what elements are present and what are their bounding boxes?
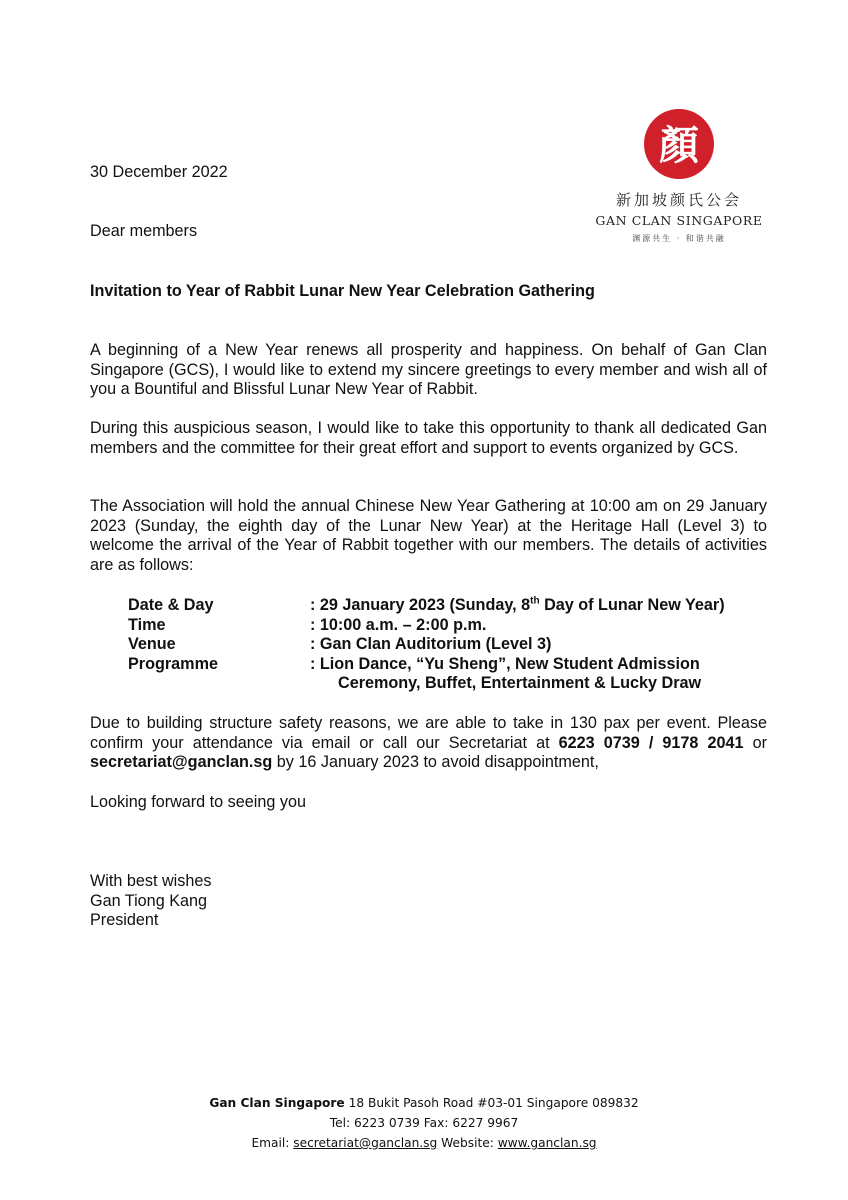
footer-org: Gan Clan Singapore bbox=[209, 1096, 345, 1110]
detail-row-time bbox=[128, 616, 778, 636]
detail-value-venue: : Gan Clan Auditorium (Level 3) bbox=[310, 635, 552, 654]
letter-date: 30 December 2022 bbox=[90, 163, 228, 181]
signoff: With best wishes bbox=[90, 872, 212, 890]
detail-row-programme bbox=[128, 655, 778, 675]
logo-motto: 渊源共生 · 和谐共融 bbox=[632, 234, 726, 243]
paragraph-event: The Association will hold the annual Chinese New Year Gathering at 10:00 am on 29 January 2023 (Sunday, the eighth day of the Lunar New Year) at the Heritage Hall (Level 3) to welcome the arrival of the Year of Rabbit together with our members. The details of activities are as follows: bbox=[90, 497, 767, 574]
detail-label-programme: Programme bbox=[128, 654, 218, 673]
signature-block bbox=[90, 872, 211, 931]
rsvp-email: secretariat@ganclan.sg bbox=[90, 753, 273, 772]
footer-links: Email: secretariat@ganclan.sg Website: www.ganclan.sg bbox=[251, 1136, 597, 1150]
rsvp-phone: 6223 0739 / 9178 2041 bbox=[558, 733, 744, 752]
letterhead-footer bbox=[0, 1093, 848, 1153]
footer-address: 18 Bukit Pasoh Road #03-01 Singapore 089832 bbox=[344, 1096, 639, 1110]
footer-address-line bbox=[0, 1093, 848, 1113]
salutation: Dear members bbox=[90, 222, 198, 240]
detail-value-programme-cont: Ceremony, Buffet, Entertainment & Lucky Draw bbox=[338, 674, 702, 693]
footer-email-link[interactable]: secretariat@ganclan.sg bbox=[293, 1136, 438, 1150]
paragraph-rsvp: Due to building structure safety reasons, we are able to take in 130 pax per event. Please confirm your attendance via email or call our Secretariat at 6223 0739 / 9178 2041 or secretariat@ganclan.sg by 16 January 2023 to avoid disappointment, bbox=[90, 714, 768, 772]
detail-row-date bbox=[128, 596, 778, 616]
event-details bbox=[128, 596, 778, 694]
footer-contact: Tel: 6223 0739 Fax: 6227 9967 bbox=[329, 1116, 519, 1130]
signer-title: President bbox=[90, 911, 159, 930]
detail-row-programme-cont bbox=[128, 674, 778, 694]
paragraph-thanks: During this auspicious season, I would like to take this opportunity to thank all dedicated Gan members and the committee for their great effort and support to events organized by GCS. bbox=[90, 419, 767, 457]
logo-english-name: GAN CLAN SINGAPORE bbox=[595, 213, 763, 228]
detail-value-programme: : Lion Dance, “Yu Sheng”, New Student Admission bbox=[310, 654, 700, 673]
detail-label-venue: Venue bbox=[128, 635, 176, 654]
detail-value-time: : 10:00 a.m. – 2:00 p.m. bbox=[310, 615, 487, 634]
seal-emblem bbox=[594, 104, 764, 246]
logo-chinese-name: 新加坡颜氏公会 bbox=[615, 191, 743, 209]
seal-glyph: 顏 bbox=[659, 122, 699, 169]
gan-clan-logo bbox=[594, 104, 764, 246]
detail-value-date: : 29 January 2023 (Sunday, 8th Day of Lunar New Year) bbox=[310, 595, 725, 614]
detail-row-venue bbox=[128, 635, 778, 655]
detail-label-date: Date & Day bbox=[128, 596, 214, 614]
footer-website-link[interactable]: www.ganclan.sg bbox=[497, 1136, 597, 1150]
detail-label-time: Time bbox=[128, 615, 166, 634]
paragraph-greeting: A beginning of a New Year renews all prosperity and happiness. On behalf of Gan Clan Singapore (GCS), I would like to extend my sincere greetings to every member and wish all of you a Bountiful and Blissful Lunar New Year of Rabbit. bbox=[90, 341, 767, 399]
letter-subject: Invitation to Year of Rabbit Lunar New Year Celebration Gathering bbox=[90, 282, 595, 300]
closing-line: Looking forward to seeing you bbox=[90, 793, 306, 811]
signer-name: Gan Tiong Kang bbox=[90, 891, 207, 910]
